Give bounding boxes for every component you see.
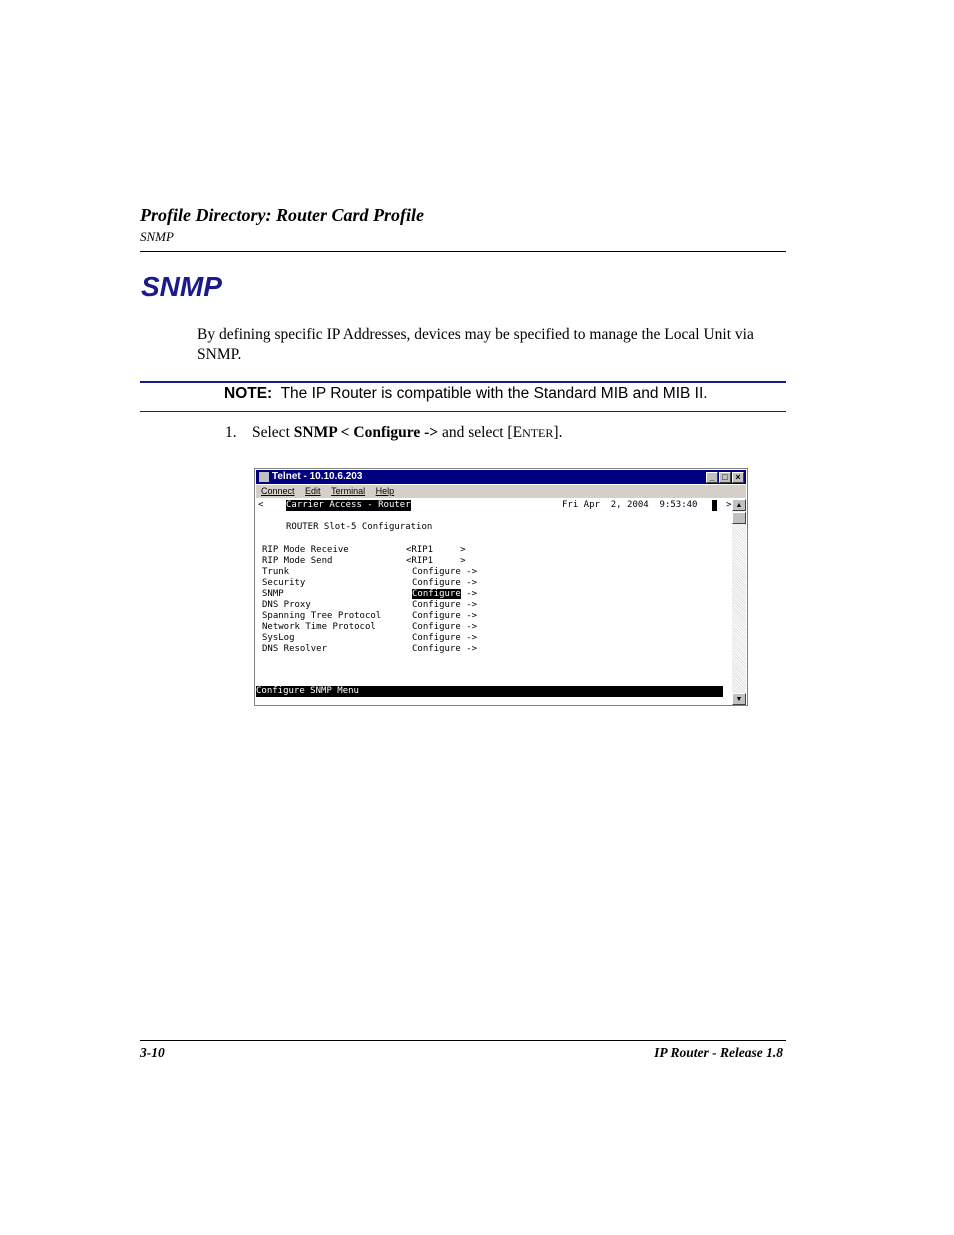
note-text: The IP Router is compatible with the Standard MIB and MIB II. <box>280 385 708 402</box>
term-screen-title: ROUTER Slot-5 Configuration <box>286 522 433 532</box>
term-row-label: Spanning Tree Protocol <box>262 611 382 621</box>
enter-key: ENTER <box>512 424 554 441</box>
term-row-label: DNS Proxy <box>262 600 311 610</box>
term-row-label: Trunk <box>262 567 290 577</box>
term-row-label: RIP Mode Send <box>262 556 333 566</box>
close-icon[interactable]: × <box>732 472 744 483</box>
step-number: 1. <box>225 424 237 441</box>
minimize-icon[interactable]: _ <box>706 472 718 483</box>
intro-paragraph: By defining specific IP Addresses, devices may be specified to manage the Local Unit via SNMP. <box>197 326 754 363</box>
term-row-value[interactable]: Configure -> <box>412 600 478 610</box>
telnet-title: Telnet - 10.10.6.203 <box>272 471 363 482</box>
term-row-value-selected[interactable]: Configure -> <box>412 589 478 599</box>
telnet-menubar <box>256 485 746 498</box>
term-row-label: RIP Mode Receive <box>262 545 349 555</box>
scroll-thumb[interactable] <box>732 512 746 524</box>
note <box>224 385 708 403</box>
term-left-arrow: < <box>258 500 264 510</box>
term-row-value[interactable]: Configure -> <box>412 633 478 643</box>
footer-doc-title: IP Router - Release 1.8 <box>654 1045 783 1060</box>
terminal-screen <box>256 499 732 705</box>
scroll-up-icon[interactable]: ▲ <box>732 499 746 511</box>
note-label: NOTE: <box>224 385 273 402</box>
menu-help[interactable]: Help <box>375 486 395 496</box>
telnet-app-icon <box>259 472 269 482</box>
term-row-value[interactable]: Configure -> <box>412 578 478 588</box>
step-text-mid: and select [ <box>438 424 513 441</box>
footer-rule <box>140 1040 786 1041</box>
term-right-arrow: > <box>726 500 732 510</box>
term-row-label: Security <box>262 578 306 588</box>
step-text-pre: Select <box>252 424 294 441</box>
running-header-title: Profile Directory: Router Card Profile <box>140 205 424 225</box>
term-row-label: SysLog <box>262 633 295 643</box>
menu-edit[interactable]: Edit <box>305 486 321 496</box>
term-cursor <box>712 500 717 511</box>
menu-connect[interactable]: Connect <box>261 486 295 496</box>
term-datetime: Fri Apr 2, 2004 9:53:40 <box>562 500 698 510</box>
step-command: SNMP < Configure -> <box>293 424 439 441</box>
term-row-value[interactable]: <RIP1 > <box>406 545 466 555</box>
step-text-post: ]. <box>553 424 563 441</box>
running-header-subtitle: SNMP <box>140 229 174 244</box>
step-1 <box>225 424 562 442</box>
page-number: 3-10 <box>140 1045 165 1060</box>
menu-terminal[interactable]: Terminal <box>331 486 366 496</box>
telnet-window <box>254 468 748 706</box>
section-title: SNMP <box>141 271 222 302</box>
telnet-titlebar <box>256 470 746 484</box>
vertical-scrollbar[interactable] <box>732 499 746 705</box>
term-row-value[interactable]: <RIP1 > <box>406 556 466 566</box>
term-row-value[interactable]: Configure -> <box>412 567 478 577</box>
term-product: Carrier Access - Router <box>286 500 411 510</box>
term-row-label: Network Time Protocol <box>262 622 376 632</box>
header-rule <box>140 251 786 252</box>
term-row-value[interactable]: Configure -> <box>412 644 478 654</box>
term-status-bar: Configure SNMP Menu <box>256 686 723 697</box>
scroll-down-icon[interactable]: ▼ <box>732 693 746 705</box>
term-row-label: DNS Resolver <box>262 644 328 654</box>
term-row-label: SNMP <box>262 589 284 599</box>
term-row-value[interactable]: Configure -> <box>412 611 478 621</box>
maximize-icon[interactable]: □ <box>719 472 731 483</box>
term-row-value[interactable]: Configure -> <box>412 622 478 632</box>
